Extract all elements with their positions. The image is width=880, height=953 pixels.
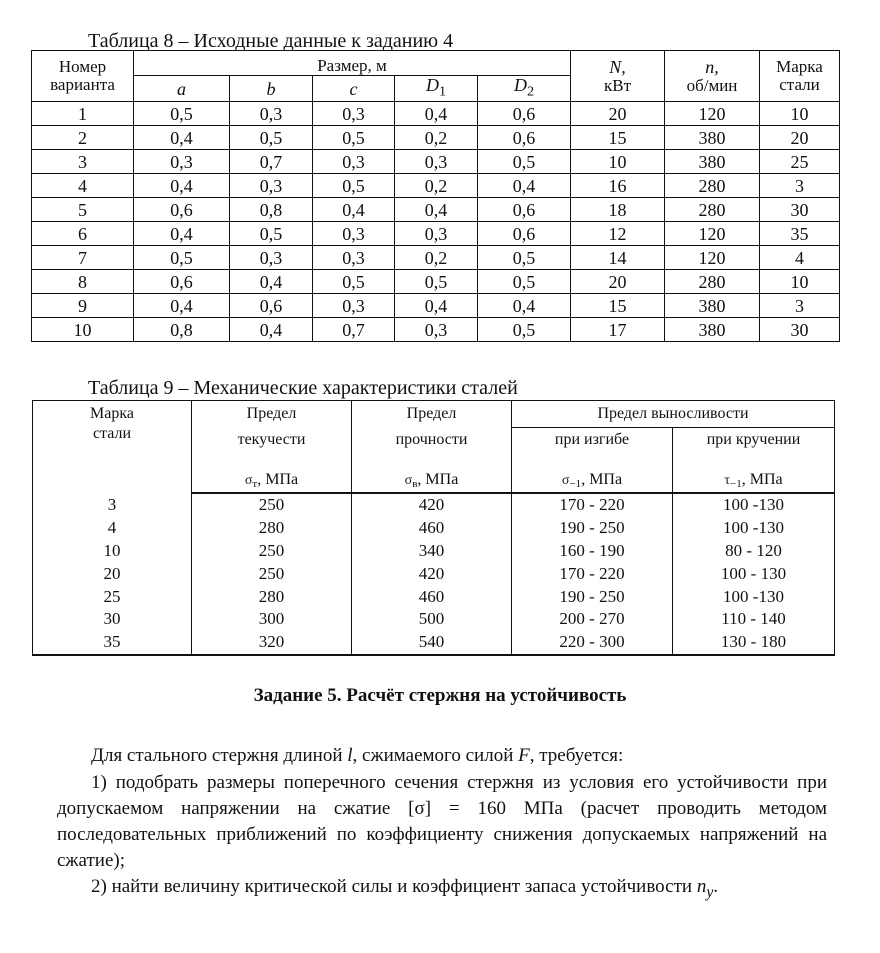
table-cell: 280 xyxy=(665,174,760,198)
table-cell: 16 xyxy=(571,174,665,198)
table-cell: 500 xyxy=(352,608,512,631)
unit: , МПа xyxy=(581,471,623,488)
table-cell: 0,3 xyxy=(230,246,313,270)
table-cell: 0,3 xyxy=(134,150,230,174)
header-steel xyxy=(760,51,840,102)
table-cell: 0,5 xyxy=(230,126,313,150)
table-row xyxy=(32,318,840,342)
table-cell: 10 xyxy=(33,540,192,563)
sigma-symbol: σ xyxy=(244,473,253,488)
table-cell: 20 xyxy=(571,270,665,294)
header-bending-symbol xyxy=(512,452,673,493)
unit: , МПа xyxy=(417,471,459,488)
item2-text: 2) найти величину критической силы и коэффициент запаса устойчивости xyxy=(91,876,697,897)
table-cell: 1 xyxy=(32,102,134,126)
table-cell: 0,3 xyxy=(395,318,478,342)
table-cell: 320 xyxy=(192,631,352,655)
table-row xyxy=(32,198,840,222)
table-cell: 4 xyxy=(33,517,192,540)
table-cell: 0,4 xyxy=(134,126,230,150)
table-cell: 0,6 xyxy=(478,102,571,126)
table-cell: 100 -130 xyxy=(673,493,835,517)
table-cell: 0,5 xyxy=(230,222,313,246)
header-size-d1 xyxy=(395,76,478,102)
table-cell: 0,4 xyxy=(395,102,478,126)
table-cell: 0,4 xyxy=(395,198,478,222)
header-strength-symbol xyxy=(352,452,512,493)
table-cell: 0,3 xyxy=(395,150,478,174)
table-cell: 200 - 270 xyxy=(512,608,673,631)
table-cell: 8 xyxy=(32,270,134,294)
table-cell: 0,4 xyxy=(478,174,571,198)
table-cell: 0,3 xyxy=(313,150,395,174)
item2-end: . xyxy=(713,876,719,897)
intro-text: Для стального стержня длиной xyxy=(91,745,348,766)
table-cell: 10 xyxy=(32,318,134,342)
table-cell: 0,4 xyxy=(134,174,230,198)
table-row xyxy=(33,631,835,655)
table-cell: 0,4 xyxy=(230,318,313,342)
table-cell: 380 xyxy=(665,318,760,342)
table-cell: 160 - 190 xyxy=(512,540,673,563)
table-cell: 14 xyxy=(571,246,665,270)
table-cell: 0,4 xyxy=(395,294,478,318)
table-cell: 0,7 xyxy=(313,318,395,342)
table-row xyxy=(33,517,835,540)
header-variant-line1: Номер xyxy=(58,57,107,76)
header-size-d2-symbol: D xyxy=(513,75,527,96)
table-cell: 380 xyxy=(665,126,760,150)
table-row xyxy=(32,174,840,198)
table-cell: 280 xyxy=(192,517,352,540)
header-power xyxy=(571,51,665,102)
table-cell: 0,3 xyxy=(395,222,478,246)
header-torsion: при кручении xyxy=(673,428,835,453)
header-yield-line1: Предел xyxy=(192,401,352,428)
table-cell: 4 xyxy=(760,246,840,270)
sigma-symbol: σ xyxy=(404,473,413,488)
intro-text: , требуется: xyxy=(529,745,624,766)
table-cell: 420 xyxy=(352,493,512,517)
table-cell: 15 xyxy=(571,294,665,318)
table-cell: 380 xyxy=(665,294,760,318)
table-cell: 25 xyxy=(33,585,192,608)
table-cell: 0,4 xyxy=(478,294,571,318)
table-cell: 30 xyxy=(760,198,840,222)
header-size-a: a xyxy=(134,76,230,102)
header-steel-grade-line1: Марка xyxy=(90,405,134,422)
header-bending: при изгибе xyxy=(512,428,673,453)
table-cell: 7 xyxy=(32,246,134,270)
table-cell: 0,3 xyxy=(313,246,395,270)
safety-factor-subscript: y xyxy=(706,883,714,901)
table-cell: 15 xyxy=(571,126,665,150)
header-size-group: Размер, м xyxy=(134,51,571,76)
table-row xyxy=(32,102,840,126)
table-row xyxy=(33,540,835,563)
table-cell: 10 xyxy=(760,270,840,294)
table-cell: 6 xyxy=(32,222,134,246)
table-cell: 0,6 xyxy=(478,222,571,246)
table-cell: 0,2 xyxy=(395,174,478,198)
table-row xyxy=(33,562,835,585)
table-cell: 3 xyxy=(32,150,134,174)
table-cell: 190 - 250 xyxy=(512,585,673,608)
header-speed-unit: об/мин xyxy=(686,75,738,95)
table-cell: 170 - 220 xyxy=(512,493,673,517)
table-cell: 100 -130 xyxy=(673,517,835,540)
table-cell: 20 xyxy=(33,562,192,585)
subscript: в xyxy=(412,478,418,490)
table-row xyxy=(32,150,840,174)
table-cell: 0,3 xyxy=(230,174,313,198)
table-cell: 220 - 300 xyxy=(512,631,673,655)
table-cell: 280 xyxy=(665,270,760,294)
table-row xyxy=(32,126,840,150)
table-cell: 0,8 xyxy=(230,198,313,222)
table-cell: 9 xyxy=(32,294,134,318)
task5-item1 xyxy=(57,770,827,874)
table-cell: 0,6 xyxy=(230,294,313,318)
table-cell: 460 xyxy=(352,585,512,608)
table-cell: 35 xyxy=(33,631,192,655)
table-cell: 0,5 xyxy=(478,270,571,294)
table-cell: 3 xyxy=(33,493,192,517)
table-cell: 0,7 xyxy=(230,150,313,174)
subscript: −1 xyxy=(730,478,742,490)
header-variant xyxy=(32,51,134,102)
table-cell: 120 xyxy=(665,222,760,246)
table-cell: 170 - 220 xyxy=(512,562,673,585)
header-steel-grade-line2: стали xyxy=(92,425,132,442)
header-speed-symbol: n, xyxy=(705,56,719,77)
header-torsion-symbol xyxy=(673,452,835,493)
unit: , МПа xyxy=(257,471,299,488)
table-cell: 0,5 xyxy=(478,246,571,270)
force-symbol: F xyxy=(518,745,530,766)
table-row xyxy=(32,294,840,318)
table-row xyxy=(32,222,840,246)
header-power-unit: кВт xyxy=(603,75,632,95)
table-cell: 100 - 130 xyxy=(673,562,835,585)
header-yield-symbol xyxy=(192,452,352,493)
tau-symbol: τ xyxy=(724,473,731,488)
table-cell: 0,6 xyxy=(478,126,571,150)
table-cell: 0,5 xyxy=(134,246,230,270)
table-cell: 80 - 120 xyxy=(673,540,835,563)
header-steel-line1: Марка xyxy=(776,57,823,76)
table8-caption: Таблица 8 – Исходные данные к заданию 4 xyxy=(88,30,454,52)
table-cell: 0,5 xyxy=(313,174,395,198)
header-speed xyxy=(665,51,760,102)
table-cell: 120 xyxy=(665,246,760,270)
table-cell: 0,5 xyxy=(478,318,571,342)
table9-steel-properties xyxy=(32,400,835,656)
table-cell: 0,6 xyxy=(134,198,230,222)
table-cell: 340 xyxy=(352,540,512,563)
table-cell: 30 xyxy=(760,318,840,342)
table-cell: 20 xyxy=(760,126,840,150)
table-cell: 250 xyxy=(192,540,352,563)
header-steel-line2: стали xyxy=(779,75,820,94)
header-size-d1-symbol: D xyxy=(425,75,439,96)
table-cell: 120 xyxy=(665,102,760,126)
table-cell: 0,5 xyxy=(395,270,478,294)
subscript: т xyxy=(252,478,258,490)
table-cell: 0,5 xyxy=(313,126,395,150)
table-cell: 0,3 xyxy=(230,102,313,126)
header-steel-grade xyxy=(33,401,192,494)
unit: , МПа xyxy=(741,471,783,488)
table-cell: 5 xyxy=(32,198,134,222)
table-cell: 10 xyxy=(571,150,665,174)
header-endurance-group: Предел выносливости xyxy=(512,401,835,428)
table-cell: 0,5 xyxy=(134,102,230,126)
table-cell: 540 xyxy=(352,631,512,655)
table-cell: 420 xyxy=(352,562,512,585)
table-row xyxy=(32,246,840,270)
table9-caption: Таблица 9 – Механические характеристики сталей xyxy=(88,377,518,399)
table-cell: 280 xyxy=(192,585,352,608)
table-cell: 250 xyxy=(192,562,352,585)
subscript: −1 xyxy=(569,478,582,490)
table-row xyxy=(32,270,840,294)
table-cell: 0,2 xyxy=(395,246,478,270)
table-cell: 10 xyxy=(760,102,840,126)
table-cell: 0,3 xyxy=(313,102,395,126)
table-cell: 20 xyxy=(571,102,665,126)
task5-item2 xyxy=(57,874,827,906)
table-cell: 17 xyxy=(571,318,665,342)
header-size-b: b xyxy=(230,76,313,102)
table-cell: 380 xyxy=(665,150,760,174)
table-cell: 2 xyxy=(32,126,134,150)
table-cell: 35 xyxy=(760,222,840,246)
table-cell: 250 xyxy=(192,493,352,517)
table-cell: 0,8 xyxy=(134,318,230,342)
table-row xyxy=(33,493,835,517)
table-cell: 0,3 xyxy=(313,294,395,318)
table-cell: 280 xyxy=(665,198,760,222)
task5-heading: Задание 5. Расчёт стержня на устойчивость xyxy=(253,685,627,706)
sigma-symbol: σ xyxy=(561,473,570,488)
table-cell: 0,4 xyxy=(313,198,395,222)
table-cell: 0,5 xyxy=(478,150,571,174)
table8-initial-data xyxy=(31,50,840,342)
table-cell: 0,4 xyxy=(134,294,230,318)
header-strength-line2: прочности xyxy=(352,428,512,453)
header-yield-line2: текучести xyxy=(192,428,352,453)
task5-intro xyxy=(91,743,831,769)
header-strength-line1: Предел xyxy=(352,401,512,428)
table-cell: 190 - 250 xyxy=(512,517,673,540)
table-cell: 12 xyxy=(571,222,665,246)
header-variant-line2: варианта xyxy=(50,75,115,94)
table-cell: 460 xyxy=(352,517,512,540)
length-symbol: l xyxy=(347,745,353,766)
table-cell: 0,2 xyxy=(395,126,478,150)
table-cell: 100 -130 xyxy=(673,585,835,608)
table-cell: 30 xyxy=(33,608,192,631)
table-cell: 3 xyxy=(760,174,840,198)
table-row xyxy=(33,585,835,608)
table-cell: 18 xyxy=(571,198,665,222)
table-cell: 4 xyxy=(32,174,134,198)
table-cell: 110 - 140 xyxy=(673,608,835,631)
header-size-d2 xyxy=(478,76,571,102)
table-cell: 0,6 xyxy=(134,270,230,294)
safety-factor-symbol: n xyxy=(696,876,707,897)
table-row xyxy=(33,608,835,631)
table-cell: 300 xyxy=(192,608,352,631)
item1-text: 1) подобрать размеры поперечного сечения стержня из условия его устойчивости при допускаемом напряжении на сжатие [σ] = 160 МПа (расчет проводить методом последовательных приближений по коэффициенту снижения допускаемых напряжений на сжатие); xyxy=(57,772,827,871)
table-cell: 0,5 xyxy=(313,270,395,294)
header-size-c: c xyxy=(313,76,395,102)
table-cell: 0,4 xyxy=(230,270,313,294)
table-cell: 0,3 xyxy=(313,222,395,246)
header-power-symbol: N, xyxy=(609,56,626,77)
intro-text: , сжимаемого силой xyxy=(352,745,519,766)
table-cell: 25 xyxy=(760,150,840,174)
table-cell: 3 xyxy=(760,294,840,318)
table-cell: 0,4 xyxy=(134,222,230,246)
header-size-d1-subscript: 1 xyxy=(438,83,447,100)
table-cell: 0,6 xyxy=(478,198,571,222)
header-size-d2-subscript: 2 xyxy=(526,83,535,100)
table-cell: 130 - 180 xyxy=(673,631,835,655)
